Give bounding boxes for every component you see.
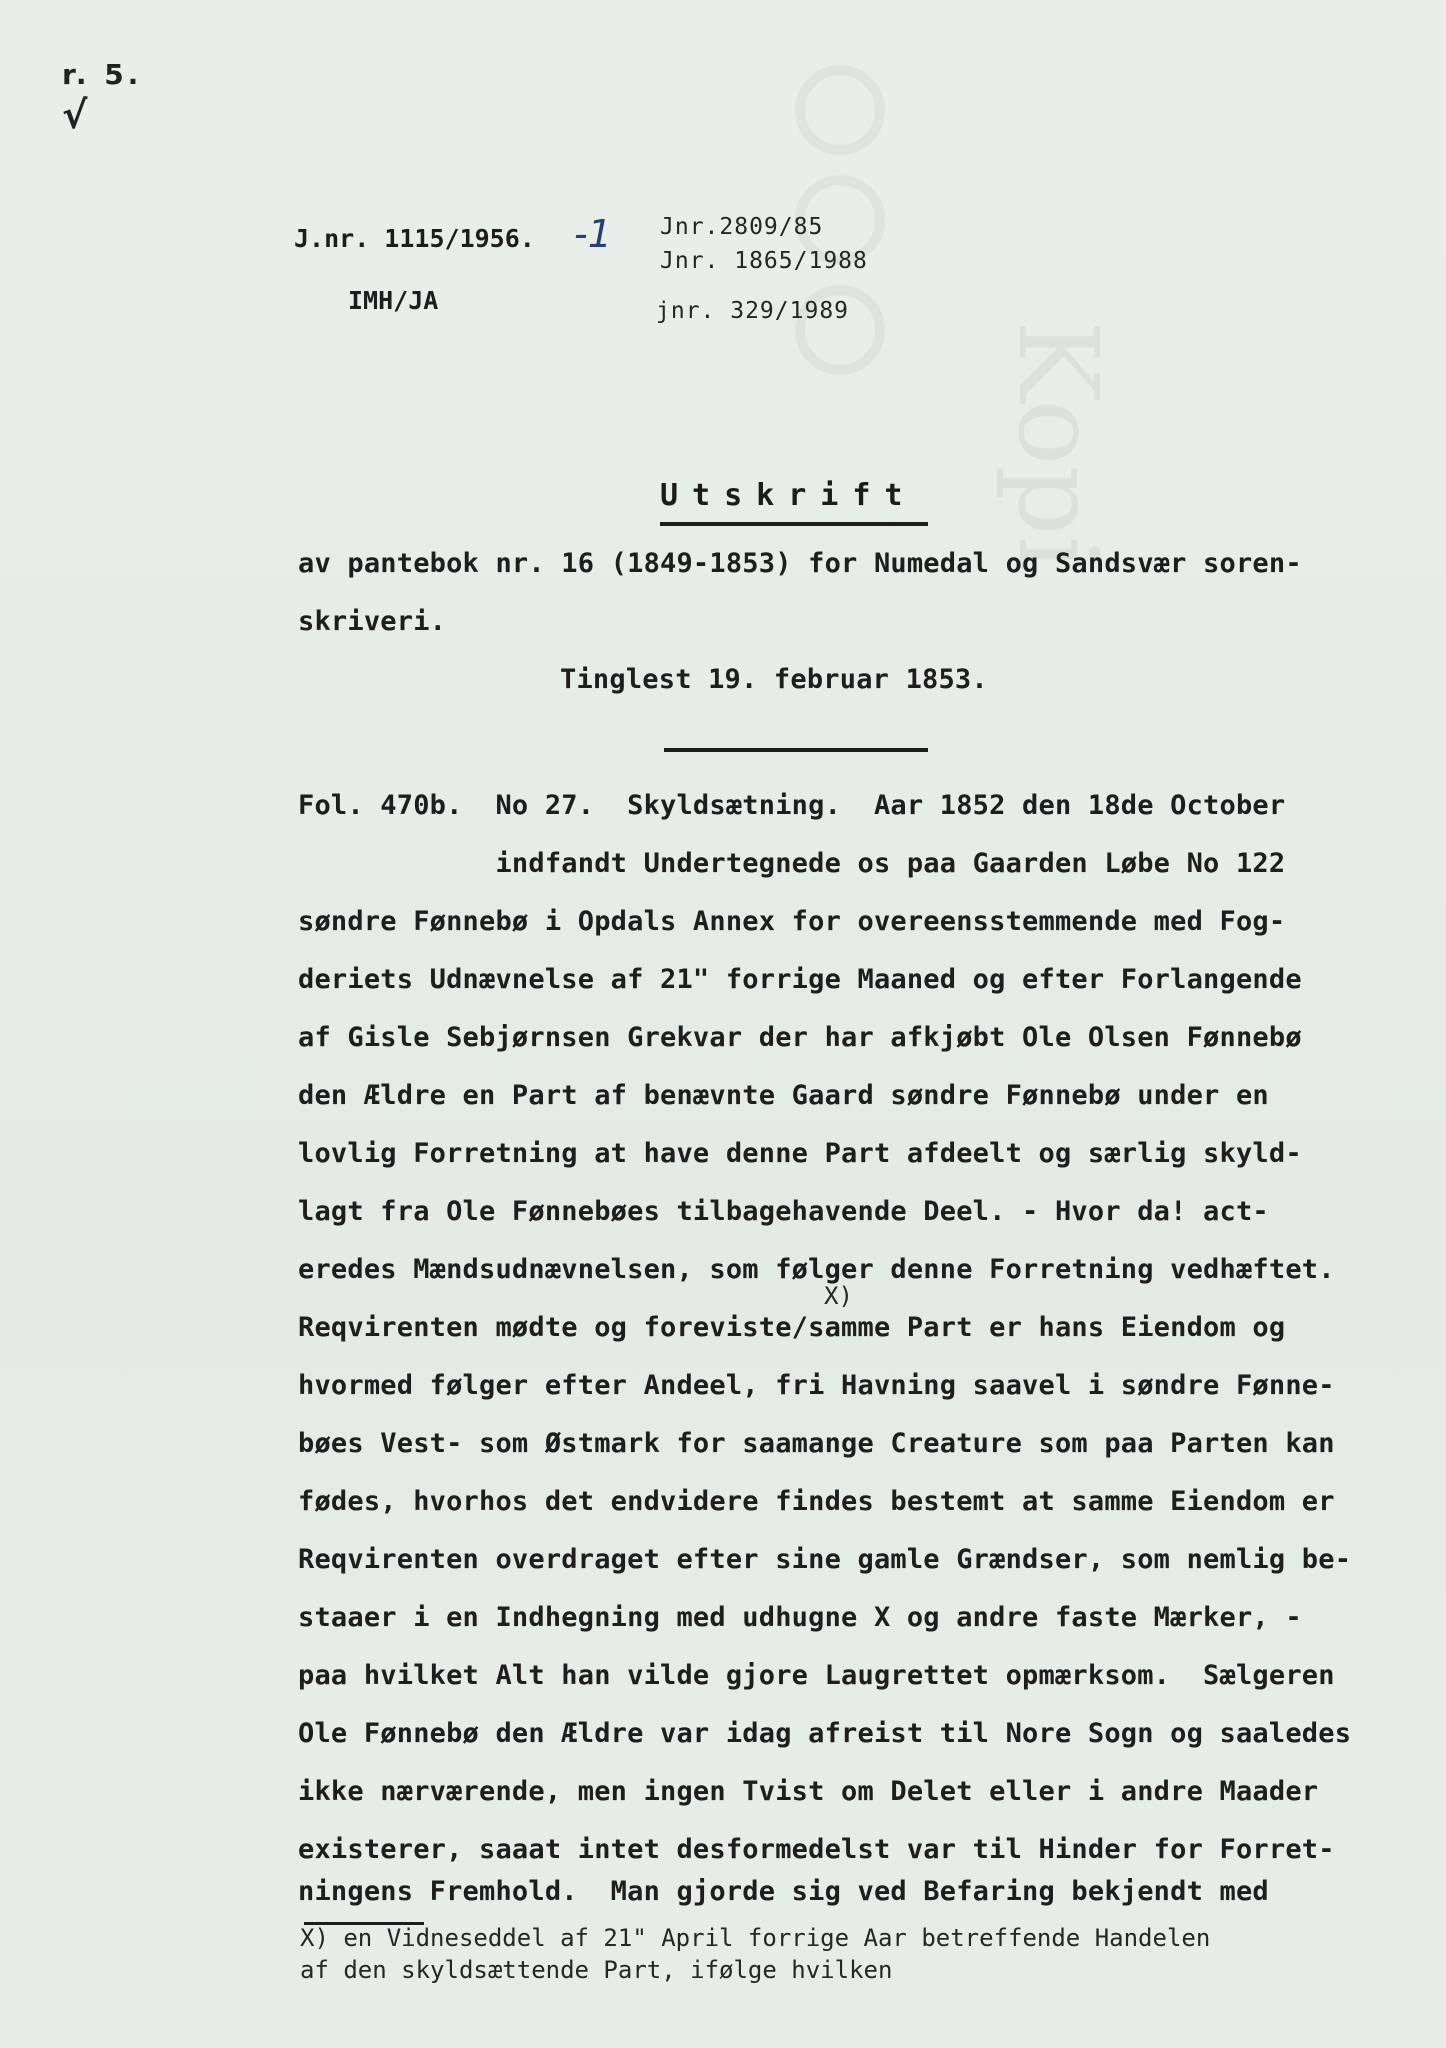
initials: IMH/JA (348, 286, 439, 315)
body-line-19: existerer, saaat intet desformedelst var til Hinder for Forret- (298, 1834, 1335, 1865)
body-line-18: ikke nærværende, men ingen Tvist om Delet eller i andre Maader (298, 1776, 1319, 1807)
registration-date: Tinglest 19. februar 1853. (560, 664, 988, 695)
body-line-3: søndre Fønnebø i Opdals Annex for overeensstemmende med Fog- (298, 906, 1286, 937)
journal-number-1: Jnr.2809/85 (660, 214, 824, 240)
corner-mark (62, 58, 142, 137)
section-divider (664, 748, 928, 752)
body-line-10: Reqvirenten mødte og foreviste/samme Part er hans Eiendom og (298, 1312, 1286, 1343)
body-line-15: staaer i en Indhegning med udhugne X og andre faste Mærker, - (298, 1602, 1302, 1633)
corner-mark-text: r. 5. (62, 58, 143, 91)
document-title: Utskrift (660, 478, 917, 513)
body-line-6: den Ældre en Part af benævnte Gaard søndre Fønnebø under en (298, 1080, 1269, 1111)
footnote-line-2: af den skyldsættende Part, ifølge hvilken (300, 1956, 893, 1984)
body-line-7: lovlig Forretning at have denne Part afdeelt og særlig skyld- (298, 1138, 1302, 1169)
intro-line-2: skriveri. (298, 606, 447, 637)
title-underline (660, 522, 928, 526)
body-line-17: Ole Fønnebø den Ældre var idag afreist til Nore Sogn og saaledes (298, 1718, 1352, 1749)
journal-number-3: jnr. 329/1989 (656, 298, 850, 324)
intro-line-1: av pantebok nr. 16 (1849-1853) for Numedal og Sandsvær soren- (298, 548, 1302, 579)
tick-mark-icon: √ (62, 93, 92, 137)
body-line-4: deriets Udnævnelse af 21" forrige Maaned og efter Forlangende (298, 964, 1302, 995)
body-line-9: eredes Mændsudnævnelsen, som følger denne Forretning vedhæftet. (298, 1254, 1335, 1285)
body-line-14: Reqvirenten overdraget efter sine gamle Grændser, som nemlig be- (298, 1544, 1352, 1575)
body-line-16: paa hvilket Alt han vilde gjore Laugrettet opmærksom. Sælgeren (298, 1660, 1335, 1691)
journal-number-2: Jnr. 1865/1988 (660, 248, 868, 274)
body-line-20: ningens Fremhold. Man gjorde sig ved Befaring bekjendt med (298, 1876, 1269, 1907)
body-line-13: fødes, hvorhos det endvidere findes bestemt at samme Eiendom er (298, 1486, 1335, 1517)
insert-mark: X) (824, 1282, 853, 1310)
reference-number: J.nr. 1115/1956. (294, 224, 535, 253)
svg-text:Kopi: Kopi (994, 320, 1122, 572)
body-line-1: Fol. 470b. No 27. Skyldsætning. Aar 1852 den 18de October (298, 790, 1286, 821)
body-line-2: indfandt Undertegnede os paa Gaarden Løbe No 122 (298, 848, 1286, 879)
body-line-5: af Gisle Sebjørnsen Grekvar der har afkjøbt Ole Olsen Fønnebø (298, 1022, 1302, 1053)
handwritten-suffix: -1 (574, 212, 612, 256)
body-line-8: lagt fra Ole Fønnebøes tilbagehavende Deel. - Hvor da! act- (298, 1196, 1269, 1227)
body-line-11: hvormed følger efter Andeel, fri Havning saavel i søndre Fønne- (298, 1370, 1335, 1401)
footnote-line-1: X) en Vidneseddel af 21" April forrige Aar betreffende Handelen (300, 1924, 1211, 1952)
body-line-12: bøes Vest- som Østmark for saamange Creature som paa Parten kan (298, 1428, 1335, 1459)
